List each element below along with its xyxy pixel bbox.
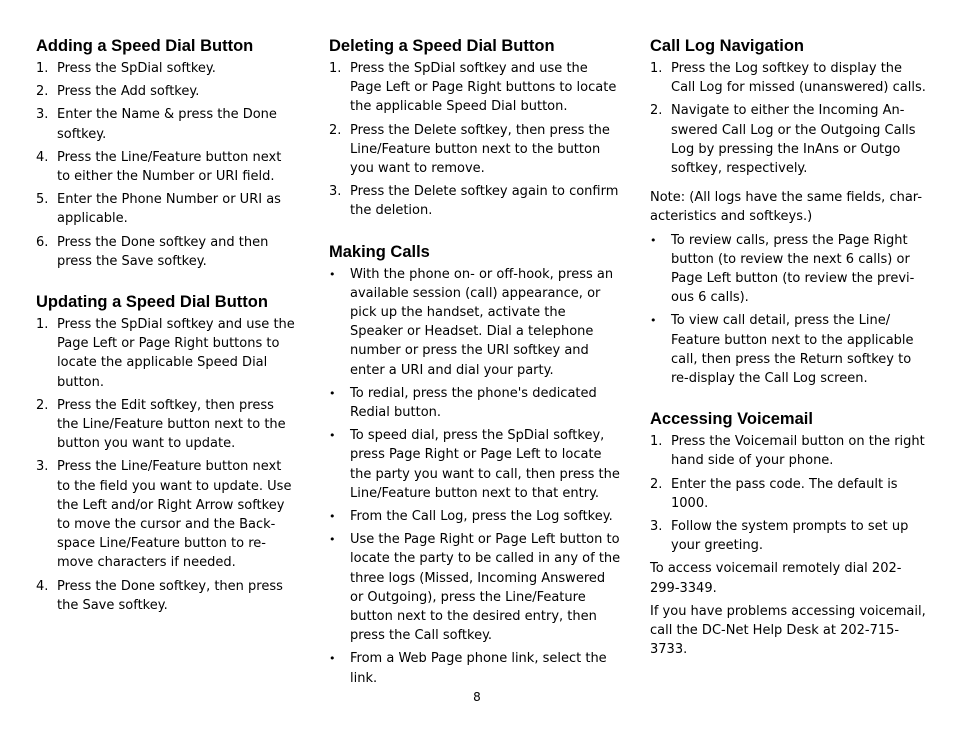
list-item: • To speed dial, press the SpDial softkey, press Page Right or Page Left to locate the party you want to call, then press the Line/Feature button next to that entry. (329, 428, 620, 501)
list-item: 2. Press the Delete softkey, then press the Line/Feature button next to the button you want to remove. (329, 122, 610, 177)
section-call-log-navigation (650, 36, 930, 388)
heading-deleting-speed-dial: Deleting a Speed Dial Button (329, 37, 555, 55)
list-item: 1. Press the SpDial softkey. (36, 61, 216, 76)
list-item: • To view call detail, press the Line/ Feature button next to the applicable call, then press the Return softkey to re-display the Call Log screen. (650, 313, 914, 387)
list-item: • With the phone on- or off-hook, press an available session (call) appearance, or pick up the handset, activate the Speaker or Headset. Dial a telephone number or press the URI softkey and enter a URI and dial your party. (329, 266, 614, 378)
voicemail-help-desk: If you have problems accessing voicemail, call the DC-Net Help Desk at 202-715-3733. (650, 603, 926, 658)
steps-call-log (650, 59, 930, 178)
heading-adding-speed-dial: Adding a Speed Dial Button (36, 37, 254, 55)
list-item: • To redial, press the phone's dedicated Redial button. (329, 385, 597, 421)
heading-updating-speed-dial: Updating a Speed Dial Button (36, 293, 268, 312)
column-right (650, 36, 930, 680)
section-accessing-voicemail (650, 409, 930, 659)
voicemail-remote-access: To access voicemail remotely dial 202-299-3349. (650, 561, 902, 596)
list-item: 5. Enter the Phone Number or URI as applicable. (36, 192, 281, 227)
list-item: 2. Enter the pass code. The default is 1000. (650, 476, 898, 511)
list-item: • From a Web Page phone link, select the link. (329, 651, 607, 686)
list-item: 1. Press the SpDial softkey and use the Page Left or Page Right buttons to locate the applicable Speed Dial button. (329, 61, 617, 115)
section-updating-speed-dial (36, 292, 298, 615)
list-item: • To review calls, press the Page Right button (to review the next 6 calls) or Page Left button (to review the previ-ous 6 calls). (650, 232, 915, 306)
list-item: 4. Press the Done softkey, then press the Save softkey. (36, 578, 283, 613)
heading-accessing-voicemail: Accessing Voicemail (650, 410, 813, 429)
list-item: • Use the Page Right or Page Left button to locate the party to be called in any of the three logs (Missed, Incoming Answered or Outgoing), press the Line/Feature button next to the desired entry, then press the Call softkey. (329, 532, 621, 644)
heading-call-log-navigation: Call Log Navigation (650, 37, 805, 55)
list-item: 2. Press the Edit softkey, then press the Line/Feature button next to the button you want to update. (36, 397, 286, 452)
list-item: 1. Press the Log softkey to display the Call Log for missed (unanswered) calls. (650, 61, 926, 96)
bullets-call-log (650, 231, 930, 389)
list-item: 3. Follow the system prompts to set up your greeting. (650, 519, 909, 554)
section-deleting-speed-dial (329, 36, 621, 221)
list-item: 1. Press the Voicemail button on the right hand side of your phone. (650, 434, 925, 469)
section-making-calls (329, 242, 621, 688)
steps-deleting-speed-dial (329, 59, 621, 221)
list-item: 2. Navigate to either the Incoming An-swered Call Log or the Outgoing Calls Log by pressing the InAns or Outgo softkey, respectively. (650, 103, 916, 177)
list-item: 2. Press the Add softkey. (36, 84, 200, 100)
bullets-making-calls (329, 265, 621, 688)
column-middle (329, 36, 621, 709)
list-item: 4. Press the Line/Feature button next to either the Number or URI field. (36, 149, 282, 185)
section-adding-speed-dial (36, 36, 298, 271)
list-item: 3. Enter the Name & press the Done softkey. (36, 107, 277, 142)
page-number: 8 (473, 690, 481, 704)
list-item: 3. Press the Delete softkey again to confirm the deletion. (329, 184, 619, 219)
list-item: • From the Call Log, press the Log softkey. (329, 509, 613, 525)
steps-voicemail (650, 432, 930, 555)
column-left (36, 36, 298, 636)
steps-updating-speed-dial (36, 315, 298, 615)
list-item: 6. Press the Done softkey and then press the Save softkey. (36, 234, 269, 269)
heading-making-calls: Making Calls (329, 242, 430, 261)
list-item: 1. Press the SpDial softkey and use the Page Left or Page Right buttons to locate the applicable Speed Dial button. (36, 317, 295, 390)
list-item: 3. Press the Line/Feature button next to the field you want to update. Use the Left and/or Right Arrow softkey to move the cursor and the Back-space Line/Feature button to re-move characters if needed. (36, 459, 292, 571)
steps-adding-speed-dial (36, 59, 298, 271)
call-log-note: Note: (All logs have the same fields, char-acteristics and softkeys.) (650, 190, 923, 225)
